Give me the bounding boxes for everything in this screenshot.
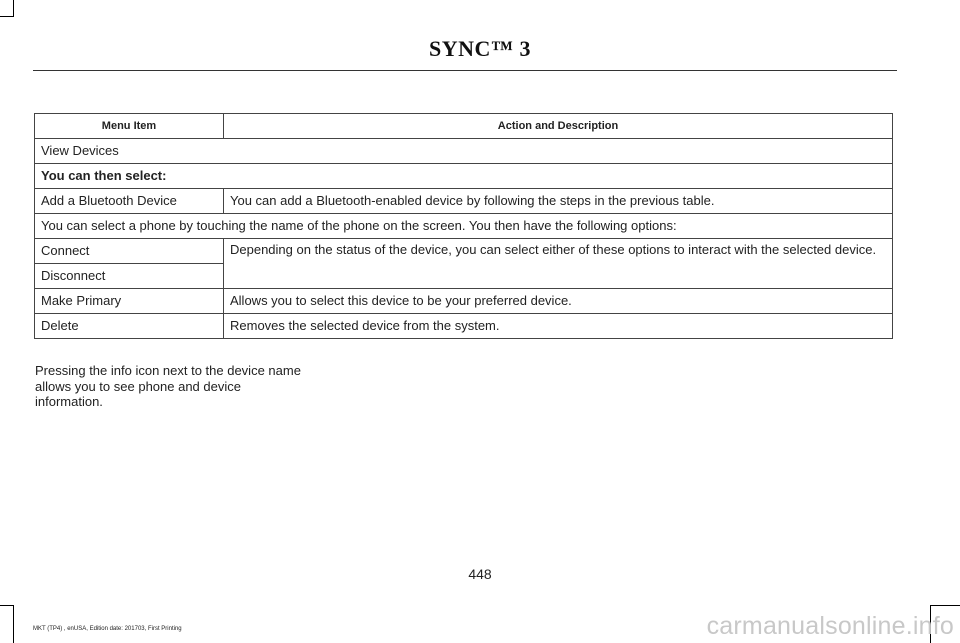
table-row [35, 239, 893, 264]
column-header-menu-item: Menu Item [35, 114, 224, 139]
body-paragraph: Pressing the info icon next to the device name allows you to see phone and device information. [35, 363, 301, 409]
table-row [35, 189, 893, 214]
table-row [35, 314, 893, 339]
description-make-primary: Allows you to select this device to be your preferred device. [224, 289, 893, 314]
menu-item-add-bluetooth: Add a Bluetooth Device [35, 189, 224, 214]
select-phone-cell: You can select a phone by touching the name of the phone on the screen. You then have the following options: [35, 214, 893, 239]
header-rule [33, 70, 897, 71]
table-row [35, 214, 893, 239]
page-number: 448 [468, 566, 492, 582]
menu-table [34, 113, 893, 339]
column-header-action: Action and Description [224, 114, 893, 139]
crop-mark [13, 605, 14, 643]
menu-item-connect: Connect [35, 239, 224, 264]
edition-footer: MKT (TP4) , enUSA, Edition date: 201703, First Printing [33, 626, 182, 632]
table-row [35, 289, 893, 314]
crop-mark [0, 16, 13, 17]
page-title: SYNC™ 3 [429, 36, 531, 61]
description-delete: Removes the selected device from the system. [224, 314, 893, 339]
then-select-cell: You can then select: [35, 164, 893, 189]
table-row [35, 139, 893, 164]
menu-item-delete: Delete [35, 314, 224, 339]
view-devices-cell: View Devices [35, 139, 893, 164]
crop-mark [0, 605, 13, 606]
crop-mark [13, 0, 14, 17]
table-header-row [35, 114, 893, 139]
watermark: carmanualsonline.info [706, 612, 954, 640]
table-row [35, 164, 893, 189]
description-connect-disconnect: Depending on the status of the device, you can select either of these options to interact with the selected device. [224, 239, 893, 289]
crop-mark [930, 605, 960, 606]
menu-item-disconnect: Disconnect [35, 264, 224, 289]
menu-item-make-primary: Make Primary [35, 289, 224, 314]
description-add-bluetooth: You can add a Bluetooth-enabled device by following the steps in the previous table. [224, 189, 893, 214]
